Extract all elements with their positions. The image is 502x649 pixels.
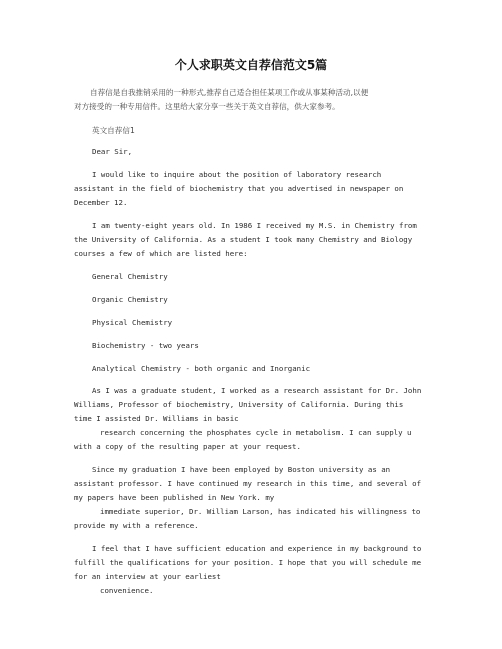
paragraph-2-line-1: I am twenty-eight years old. In 1986 I received my M.S. in Chemistry from bbox=[92, 221, 417, 230]
salutation: Dear Sir, bbox=[92, 147, 133, 156]
course-item: Biochemistry - two years bbox=[92, 341, 199, 350]
paragraph-3-line-1: As I was a graduate student, I worked as a research assistant for Dr. John bbox=[92, 386, 422, 395]
section-heading: 英文自荐信1 bbox=[92, 126, 135, 135]
paragraph-5-line-4: convenience. bbox=[100, 586, 154, 595]
intro-line-2: 对方接受的一种专用信件。这里给大家分享一些关于英文自荐信，供大家参考。 bbox=[74, 102, 340, 111]
paragraph-4-line-4: immediate superior, Dr. William Larson, has indicated his willingness to bbox=[100, 507, 421, 516]
course-item: General Chemistry bbox=[92, 272, 168, 281]
paragraph-1-line-2: assistant in the field of biochemistry that you advertised in newspaper on bbox=[74, 184, 404, 193]
paragraph-4-line-3: my papers have been published in New York. my bbox=[74, 493, 275, 502]
paragraph-4-line-2: assistant professor. I have continued my research in this time, and several of bbox=[74, 479, 422, 488]
paragraph-3-line-3: time I assisted Dr. Williams in basic bbox=[74, 414, 239, 423]
paragraph-3-line-2: Williams, Professor of biochemistry, University of California. During this bbox=[74, 400, 404, 409]
intro-line-1: 自荐信是自我推销采用的一种形式,推荐自己适合担任某项工作或从事某种活动,以便 bbox=[90, 88, 369, 97]
course-item: Physical Chemistry bbox=[92, 318, 173, 327]
paragraph-4-line-5: provide my with a reference. bbox=[74, 521, 199, 530]
paragraph-1-line-3: December 12. bbox=[74, 198, 128, 207]
paragraph-3-line-5: with a copy of the resulting paper at your request. bbox=[74, 442, 301, 451]
paragraph-1-line-1: I would like to inquire about the position of laboratory research bbox=[92, 170, 382, 179]
paragraph-3-line-4: research concerning the phosphates cycle in metabolism. I can supply u bbox=[100, 428, 412, 437]
paragraph-5-line-3: for an interview at your earliest bbox=[74, 572, 221, 581]
document-title: 个人求职英文自荐信范文5篇 bbox=[174, 58, 328, 72]
paragraph-2-line-2: the University of California. As a student I took many Chemistry and Biology bbox=[74, 235, 413, 244]
course-item: Organic Chemistry bbox=[92, 295, 168, 304]
paragraph-5-line-1: I feel that I have sufficient education and experience in my background to bbox=[92, 544, 422, 553]
course-item: Analytical Chemistry - both organic and Inorganic bbox=[92, 364, 311, 373]
paragraph-2-line-3: courses a few of which are listed here: bbox=[74, 249, 248, 258]
paragraph-5-line-2: fulfill the qualifications for your position. I hope that you will schedule me bbox=[74, 558, 422, 567]
paragraph-4-line-1: Since my graduation I have been employed by Boston university as an bbox=[92, 465, 391, 474]
